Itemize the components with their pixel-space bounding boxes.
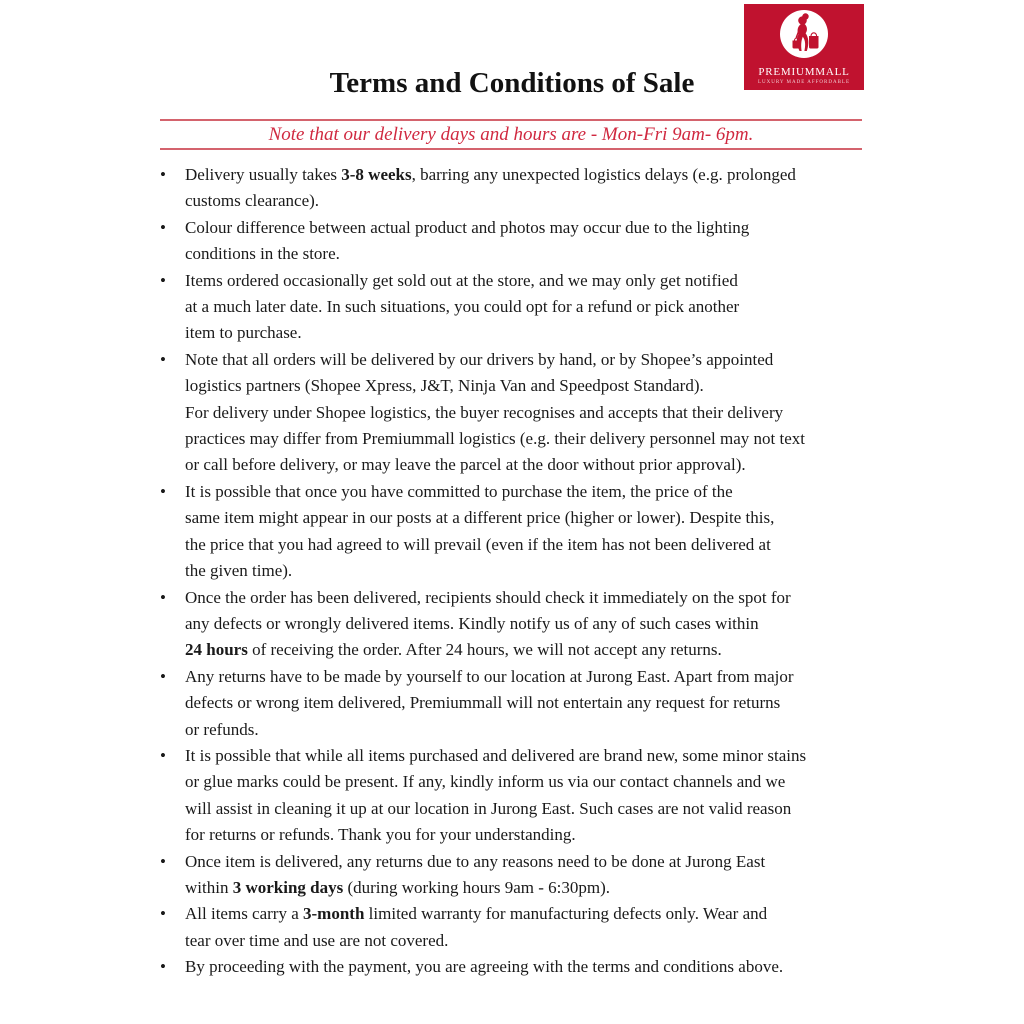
bullet-marker: • — [160, 745, 166, 765]
term-line: the price that you had agreed to will prevail (even if the item has not been delivered at — [185, 534, 771, 554]
term-text — [185, 954, 880, 980]
term-text — [185, 585, 880, 664]
term-text — [185, 268, 880, 347]
bullet-marker: • — [160, 349, 166, 369]
term-item — [160, 849, 880, 902]
term-line: the given time). — [185, 561, 293, 581]
bullet-marker: • — [160, 481, 166, 501]
term-text — [185, 162, 880, 215]
term-line: Colour difference between actual product and photos may occur due to the lighting — [185, 217, 750, 237]
term-line: Delivery usually takes 3-8 weeks, barring any unexpected logistics delays (e.g. prolonged — [185, 165, 796, 184]
term-item — [160, 215, 880, 268]
term-line: same item might appear in our posts at a different price (higher or lower). Despite this, — [185, 508, 775, 528]
delivery-note-bar — [160, 119, 862, 150]
bullet-marker: • — [160, 851, 166, 871]
page-title: Terms and Conditions of Sale — [329, 67, 695, 99]
bullet-marker: • — [160, 217, 166, 237]
bullet-marker: • — [160, 270, 166, 290]
term-text — [185, 479, 880, 585]
bullet-marker: • — [160, 587, 166, 607]
term-line: practices may differ from Premiummall logistics (e.g. their delivery personnel may not text — [185, 429, 806, 449]
logo-wordmark: PREMIUMMALL — [758, 66, 850, 78]
term-line: conditions in the store. — [185, 244, 340, 264]
term-line: For delivery under Shopee logistics, the buyer recognises and accepts that their delivery — [185, 402, 784, 422]
term-item — [160, 664, 880, 743]
term-line: within 3 working days (during working hours 9am - 6:30pm). — [185, 877, 611, 897]
term-line: logistics partners (Shopee Xpress, J&T, Ninja Van and Speedpost Standard). — [185, 376, 704, 396]
term-line: for returns or refunds. Thank you for your understanding. — [185, 825, 576, 845]
term-item — [160, 743, 880, 849]
delivery-note-text: Note that our delivery days and hours are - Mon-Fri 9am- 6pm. — [268, 123, 754, 145]
term-text — [185, 215, 880, 268]
term-item — [160, 479, 880, 585]
term-line: will assist in cleaning it up at our location in Jurong East. Such cases are not valid reason — [185, 798, 792, 818]
term-line: or call before delivery, or may leave the parcel at the door without prior approval). — [185, 455, 746, 475]
term-text — [185, 664, 880, 743]
term-item — [160, 901, 880, 954]
term-line: By proceeding with the payment, you are agreeing with the terms and conditions above. — [185, 957, 784, 977]
term-line: or glue marks could be present. If any, kindly inform us via our contact channels and we — [185, 772, 786, 792]
term-line: Items ordered occasionally get sold out at the store, and we may only get notified — [185, 270, 738, 290]
term-text — [185, 347, 880, 479]
logo-circle — [780, 10, 828, 58]
term-line: It is possible that once you have committed to purchase the item, the price of the — [185, 481, 733, 501]
term-line: at a much later date. In such situations, you could opt for a refund or pick another — [185, 297, 740, 317]
term-item — [160, 954, 880, 980]
term-item — [160, 268, 880, 347]
term-text — [185, 901, 880, 954]
term-line: item to purchase. — [185, 323, 302, 343]
term-line: 24 hours of receiving the order. After 24 hours, we will not accept any returns. — [185, 640, 722, 660]
bullet-marker: • — [160, 904, 166, 924]
term-text — [185, 743, 880, 849]
term-line: Once item is delivered, any returns due to any reasons need to be done at Jurong East — [185, 851, 766, 871]
term-item — [160, 162, 880, 215]
terms-list — [160, 162, 880, 981]
logo-tagline: LUXURY MADE AFFORDABLE — [757, 80, 851, 85]
term-line: Once the order has been delivered, recipients should check it immediately on the spot for — [185, 587, 791, 607]
term-line: It is possible that while all items purchased and delivered are brand new, some minor stains — [185, 745, 807, 765]
term-line: All items carry a 3-month limited warranty for manufacturing defects only. Wear and — [185, 904, 768, 924]
term-line: tear over time and use are not covered. — [185, 930, 449, 950]
term-line: defects or wrong item delivered, Premiummall will not entertain any request for returns — [185, 693, 781, 713]
term-line: customs clearance). — [185, 191, 320, 211]
term-text — [185, 849, 880, 902]
woman-shopper-icon — [780, 10, 828, 58]
bullet-marker: • — [160, 957, 166, 977]
term-line: Note that all orders will be delivered by our drivers by hand, or by Shopee’s appointed — [185, 349, 774, 369]
term-line: any defects or wrongly delivered items. Kindly notify us of any of such cases within — [185, 613, 759, 633]
bullet-marker: • — [160, 165, 166, 184]
term-line: Any returns have to be made by yourself to our location at Jurong East. Apart from major — [185, 666, 794, 686]
bullet-marker: • — [160, 666, 166, 686]
term-item — [160, 347, 880, 479]
term-item — [160, 585, 880, 664]
term-line: or refunds. — [185, 719, 259, 739]
